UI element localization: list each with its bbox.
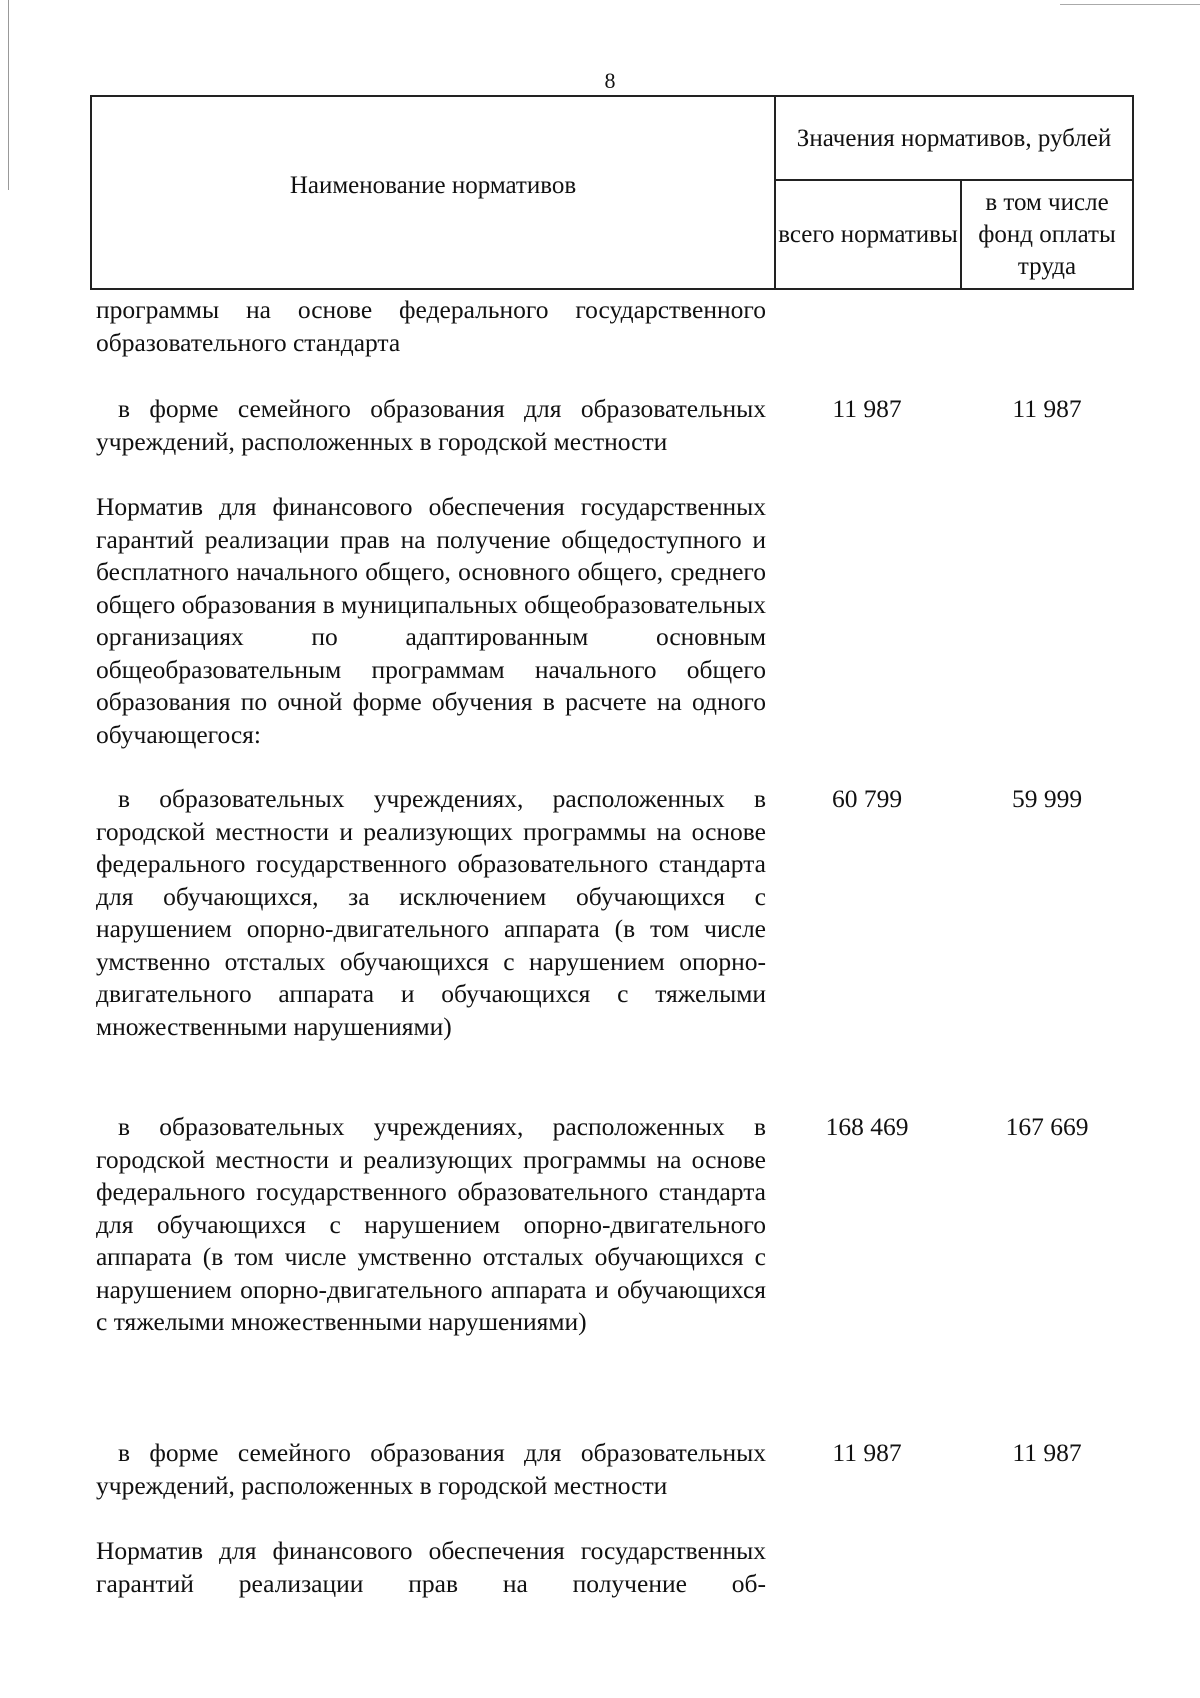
header-values-group: Значения нормативов, рублей <box>776 97 1132 181</box>
header-total-column: всего нормативы <box>776 181 962 288</box>
page-number: 8 <box>604 68 616 93</box>
table-header <box>90 95 1134 290</box>
table-row-text: в форме семейного образования для образовательных учреждений, расположенных в городской местности <box>96 394 766 456</box>
table-row-fot: 11 987 <box>1012 1438 1082 1467</box>
table-row-total: 11 987 <box>832 1438 902 1467</box>
table-row-text: в форме семейного образования для образовательных учреждений, расположенных в городской местности <box>96 1438 766 1500</box>
table-row-fot: 167 669 <box>1005 1112 1089 1141</box>
header-fot-column: в том числе фонд оплаты труда <box>978 188 1116 280</box>
table-row-text: в образовательных учреждениях, расположенных в городской местности и реализующих программы на основе федерального государственного образовательного стандарта для обучающихся, за исключением обучающихся с нарушением опорно-двигательного аппарата (в том числе умственно отсталых обучающихся с нарушением опорно-двигательного аппарата и обучающихся с тяжелыми множественными нарушениями) <box>96 784 766 1041</box>
table-row-text: в образовательных учреждениях, расположенных в городской местности и реализующих программы на основе федерального государственного образовательного стандарта для обучающихся с нарушением опорно-двигательного аппарата (в том числе умственно отсталых обучающихся с нарушением опорно-двигательного аппарата и обучающихся с тяжелыми множественными нарушениями) <box>96 1112 766 1336</box>
table-row-text: Норматив для финансового обеспечения государственных гарантий реализации прав на получение общедоступного и бесплатного начального общего, основного общего, среднего общего образования в муниципальных общеобразовательных организациях по адаптированным основным общеобразовательным программам начального общего образования по очной форме обучения в расчете на одного обучающегося: <box>96 492 766 749</box>
header-name-column: Наименование нормативов <box>92 97 776 288</box>
table-row-total: 60 799 <box>831 784 903 813</box>
table-row-total: 168 469 <box>825 1112 909 1141</box>
table-row-fot: 59 999 <box>1011 784 1083 813</box>
table-row-text: программы на основе федерального государственного образовательного стандарта <box>96 295 766 357</box>
table-row-text: Норматив для финансового обеспечения государственных гарантий реализации прав на получение об- <box>96 1536 766 1598</box>
scan-edge-left <box>8 0 9 190</box>
table-row-fot: 11 987 <box>1012 394 1082 423</box>
scan-edge-top <box>1060 4 1200 5</box>
table-row-total: 11 987 <box>832 394 902 423</box>
